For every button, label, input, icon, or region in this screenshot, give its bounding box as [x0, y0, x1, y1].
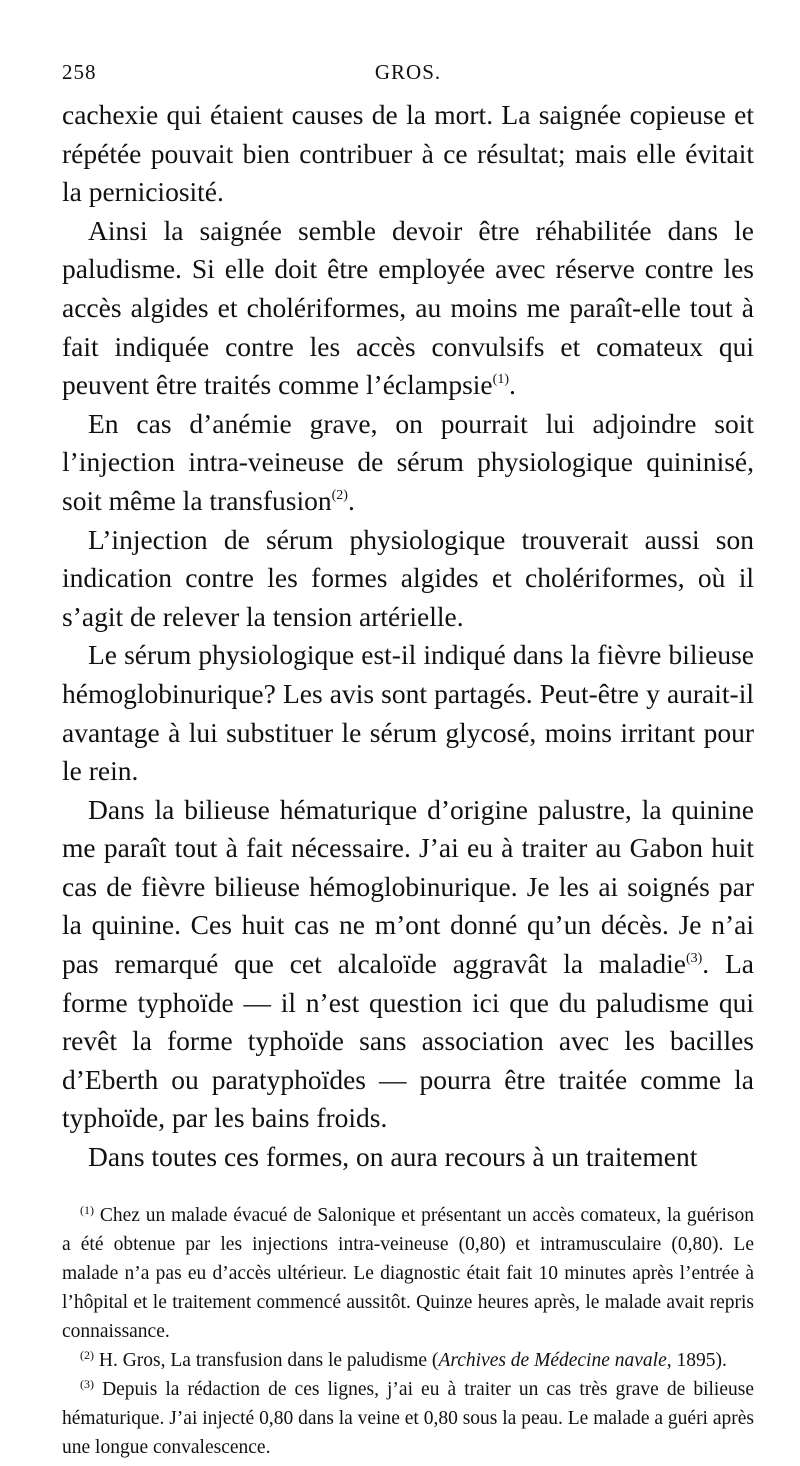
footnote-3: [62, 1375, 754, 1462]
footnote-2: [62, 1346, 754, 1375]
footnote-3-mark: (3): [80, 1376, 94, 1391]
footnote-1: [62, 1201, 754, 1346]
paragraph-7: Dans toutes ces formes, on aura recours à un traitement: [88, 1141, 698, 1173]
paragraph-3: [62, 405, 754, 521]
footnote-2-journal: Archives de Médecine navale: [438, 1349, 667, 1371]
footnote-1-text: Chez un malade évacué de Salonique et présentant un accès comateux, la guérison a été obtenue par les injections intra-veineuse (0,80) et intramusculaire (0,80). Le malade n’a pas eu d’accès ultérieur. Le diagnostic était fait 10 minutes après l’entrée à l’hôpital et le traitement commencé aussitôt. Quinze heures après, le malade avait repris connaissance.: [62, 1204, 755, 1342]
book-page: [62, 60, 754, 1462]
footnote-3-text: Depuis la rédaction de ces lignes, j’ai eu à traiter un cas très grave de bilieuse hématurique. J’ai injecté 0,80 dans la veine et 0,80 sous la peau. Le malade a guéri après une longue convalescence.: [62, 1378, 754, 1458]
paragraph-6-text-a: Dans la bilieuse hématurique d’origine palustre, la quinine me paraît tout à fait nécessaire. J’ai eu à traiter au Gabon huit cas de fièvre bilieuse hémoglobinurique. Je les ai soignés par la quinine. Ces huit cas ne m’ont donné qu’un décès. Je n’ai pas remarqué que cet alcaloïde aggravât la maladie: [62, 793, 754, 980]
paragraph-6-text-b: . La forme typhoïde — il n’est question ici que du paludisme qui revêt la forme typhoïde sans association avec les bacilles d’Eberth ou paratyphoïdes — pourra être traitée comme la typhoïde, par les bains froids.: [62, 948, 754, 1134]
paragraph-4: L’injection de sérum physiologique trouverait aussi son indication contre les formes algides et cholériformes, où il s’agit de relever la tension artérielle.: [62, 523, 754, 632]
paragraph-5: Le sérum physiologique est-il indiqué dans la fièvre bilieuse hémoglobinurique? Les avis sont partagés. Peut-être y aurait-il avantage à lui substituer le sérum glycosé, moins irritant pour le rein.: [62, 639, 754, 787]
footnote-ref-2: (2): [331, 487, 348, 503]
paragraph-3-text: En cas d’anémie grave, on pourrait lui adjoindre soit l’injection intra-veineuse de sérum physiologique quininisé, soit même la transfusion: [62, 407, 754, 516]
paragraph-1: cachexie qui étaient causes de la mort. La saignée copieuse et répétée pouvait bien contribuer à ce résultat; mais elle évitait la perniciosité.: [62, 99, 754, 208]
paragraph-6: [62, 791, 754, 1138]
footnote-1-mark: (1): [80, 1202, 94, 1217]
paragraph-3-end: .: [347, 484, 355, 516]
footnote-2-end: , 1895).: [666, 1349, 727, 1371]
footnote-2-text: H. Gros, La transfusion dans le paludisme (: [98, 1349, 439, 1371]
paragraph-2-text: Ainsi la saignée semble devoir être réhabilitée dans le paludisme. Si elle doit être employée avec réserve contre les accès algides et cholériformes, au moins me paraît-elle tout à fait indiquée contre les accès convulsifs et comateux qui peuvent être traités comme l’éclampsie: [62, 214, 754, 401]
footnote-ref-1: (1): [492, 372, 509, 388]
paragraph-2: [62, 212, 754, 405]
footnote-ref-3: (3): [685, 951, 703, 967]
footnote-2-mark: (2): [80, 1347, 94, 1362]
main-text: [62, 96, 754, 1177]
paragraph-2-end: .: [508, 369, 516, 401]
running-title: GROS.: [374, 60, 442, 84]
running-head: [62, 60, 754, 96]
footnotes: [62, 1201, 754, 1462]
page-number: 258: [62, 60, 97, 84]
